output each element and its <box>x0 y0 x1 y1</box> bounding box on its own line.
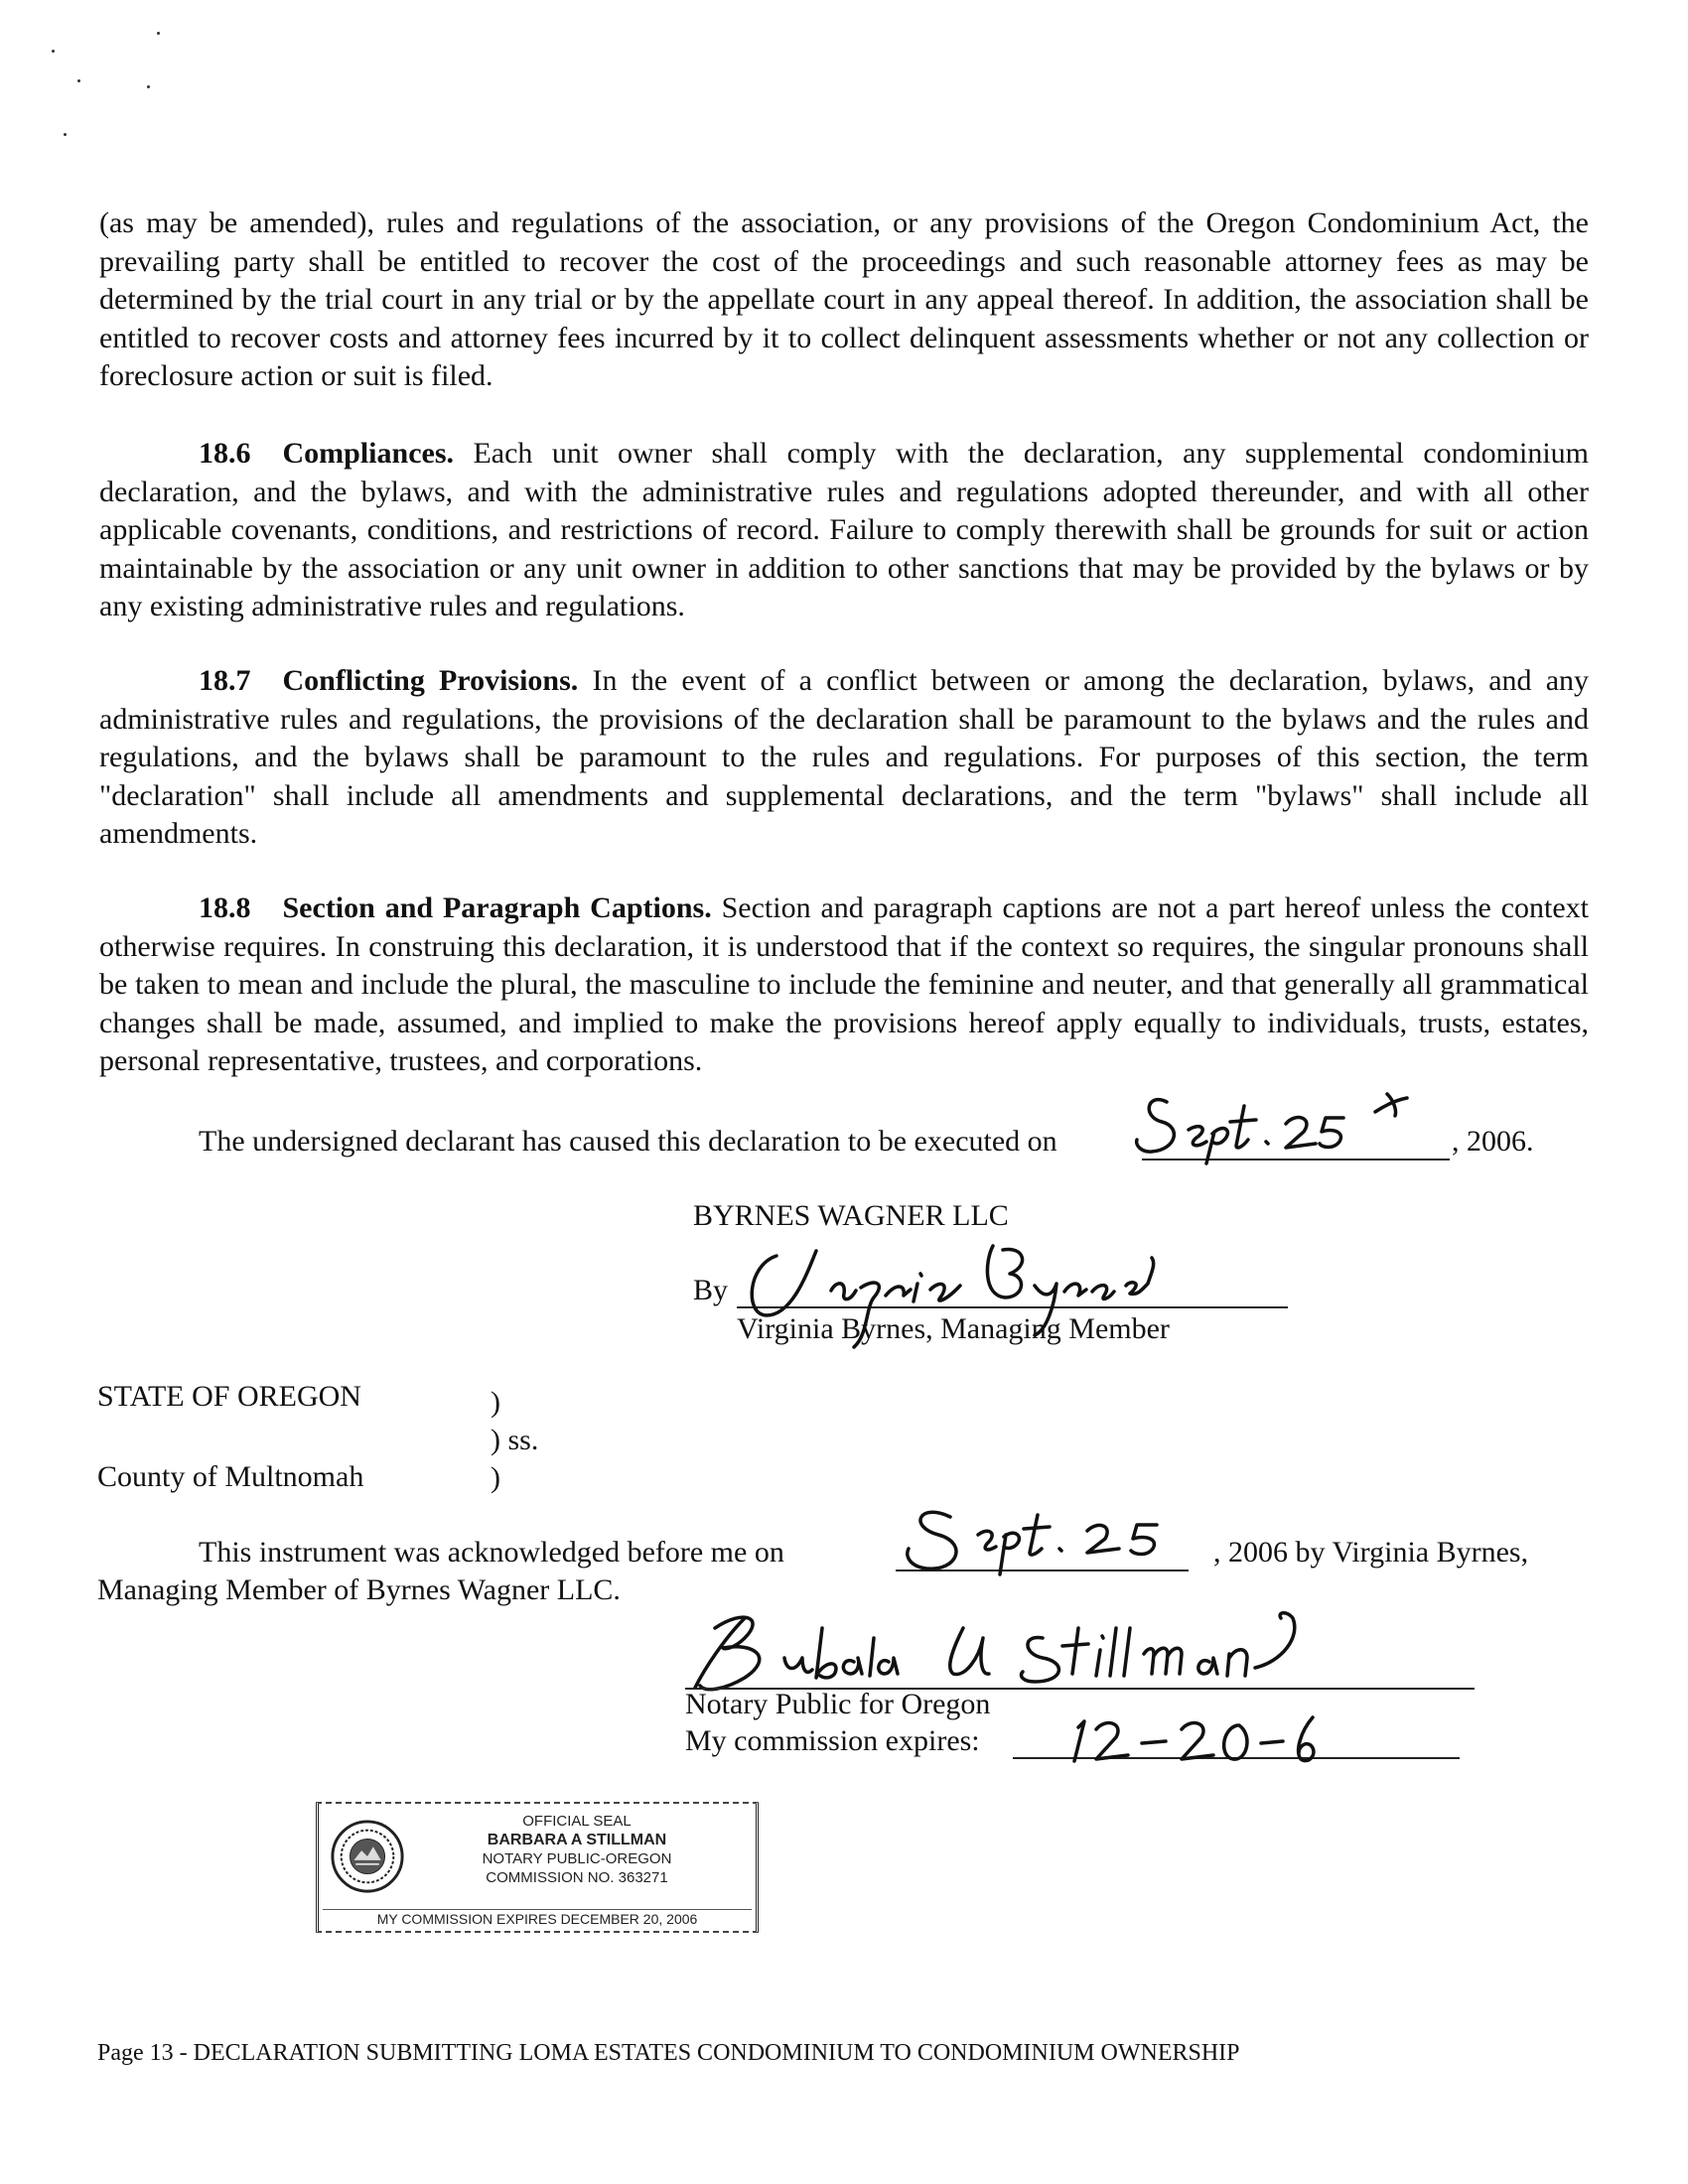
venue-county: County of Multnomah <box>97 1460 364 1493</box>
notary-title: Notary Public for Oregon <box>685 1688 991 1720</box>
section-number: 18.8 <box>199 891 251 924</box>
company-name: BYRNES WAGNER LLC <box>693 1199 1009 1232</box>
seal-notary-title: NOTARY PUBLIC-OREGON <box>482 1850 672 1867</box>
signer-name-title: Virginia Byrnes, Managing Member <box>737 1312 1170 1345</box>
execution-statement: The undersigned declarant has caused this declaration to be executed on <box>199 1125 1057 1158</box>
state-seal-emblem-icon <box>329 1818 406 1895</box>
seal-commission-number: COMMISSION NO. 363271 <box>486 1869 668 1886</box>
section-18-7 <box>99 662 1589 854</box>
acknowledgment-statement: This instrument was acknowledged before me on <box>199 1536 784 1569</box>
official-seal <box>316 1802 759 1933</box>
venue-paren-bottom: ) <box>491 1461 500 1494</box>
scan-speck <box>147 85 150 88</box>
seal-text <box>408 1812 746 1887</box>
handwritten-acknowledgment-date <box>889 1487 1196 1581</box>
section-18-8 <box>99 889 1589 1081</box>
acknowledgment-tail: , 2006 by Virginia Byrnes, <box>1213 1536 1529 1569</box>
section-heading: Section and Paragraph Captions. <box>282 891 712 924</box>
seal-heading: OFFICIAL SEAL <box>522 1813 632 1830</box>
section-text: Section and paragraph captions are not a part hereof unless the context otherwise requires. In construing this declaration, it is understood that if the context so requires, the singular pronouns shall be taken to mean and include the plural, the masculine to include the feminine and neuter, and that generally all grammatical changes shall be made, assumed, and implied to make the provisions hereof apply equally to individuals, trusts, estates, personal representative, trustees, and corporations. <box>99 891 1590 1077</box>
venue-ss: ) ss. <box>491 1424 539 1456</box>
venue-state: STATE OF OREGON <box>97 1380 361 1413</box>
scan-speck <box>52 50 55 53</box>
scan-speck <box>64 133 67 136</box>
acknowledgment-line2: Managing Member of Byrnes Wagner LLC. <box>97 1573 621 1606</box>
section-number: 18.6 <box>199 437 251 470</box>
section-heading: Compliances. <box>282 437 454 470</box>
commission-label: My commission expires: <box>685 1724 980 1757</box>
seal-expiration: MY COMMISSION EXPIRES DECEMBER 20, 2006 <box>323 1909 752 1927</box>
scan-speck <box>77 79 80 82</box>
by-label: By <box>693 1274 729 1306</box>
page-footer: Page 13 - DECLARATION SUBMITTING LOMA ESTATES CONDOMINIUM TO CONDOMINIUM OWNERSHIP <box>97 2040 1240 2066</box>
handwritten-execution-date <box>1127 1082 1445 1166</box>
execution-year: , 2006. <box>1452 1125 1534 1158</box>
section-text: In the event of a conflict between or among the declaration, bylaws, and any administrative rules and regulations, the provisions of the declaration shall be paramount to the bylaws and the rules and regulations, and the bylaws shall be paramount to the rules and regulations. For purposes of this section, the term "declaration" shall include all amendments and supplemental declarations, and the term "bylaws" shall include all amendments. <box>99 664 1590 850</box>
seal-notary-name: BARBARA A STILLMAN <box>487 1832 667 1848</box>
scan-speck <box>157 32 160 35</box>
section-heading: Conflicting Provisions. <box>282 664 579 697</box>
venue-paren-top: ) <box>491 1386 500 1419</box>
section-18-6 <box>99 435 1589 626</box>
continuation-paragraph: (as may be amended), rules and regulations of the association, or any provisions of the Oregon Condominium Act, the prevailing party shall be entitled to recover the cost of the proceedings and such reasonable attorney fees as may be determined by the trial court in any trial or by the appellate court in any appeal thereof. In addition, the association shall be entitled to recover costs and attorney fees incurred by it to collect delinquent assessments whether or not any collection or foreclosure action or suit is filed. <box>99 206 1589 392</box>
section-number: 18.7 <box>199 664 251 697</box>
handwritten-commission-expiry <box>1062 1706 1331 1775</box>
section-text: Each unit owner shall comply with the declaration, any supplemental condominium declaration, and the bylaws, and with the administrative rules and regulations adopted thereunder, and with all other applicable covenants, conditions, and restrictions of record. Failure to comply therewith shall be grounds for suit or action maintainable by the association or any unit owner in addition to other sanctions that may be provided by the bylaws or by any existing administrative rules and regulations. <box>99 437 1590 622</box>
